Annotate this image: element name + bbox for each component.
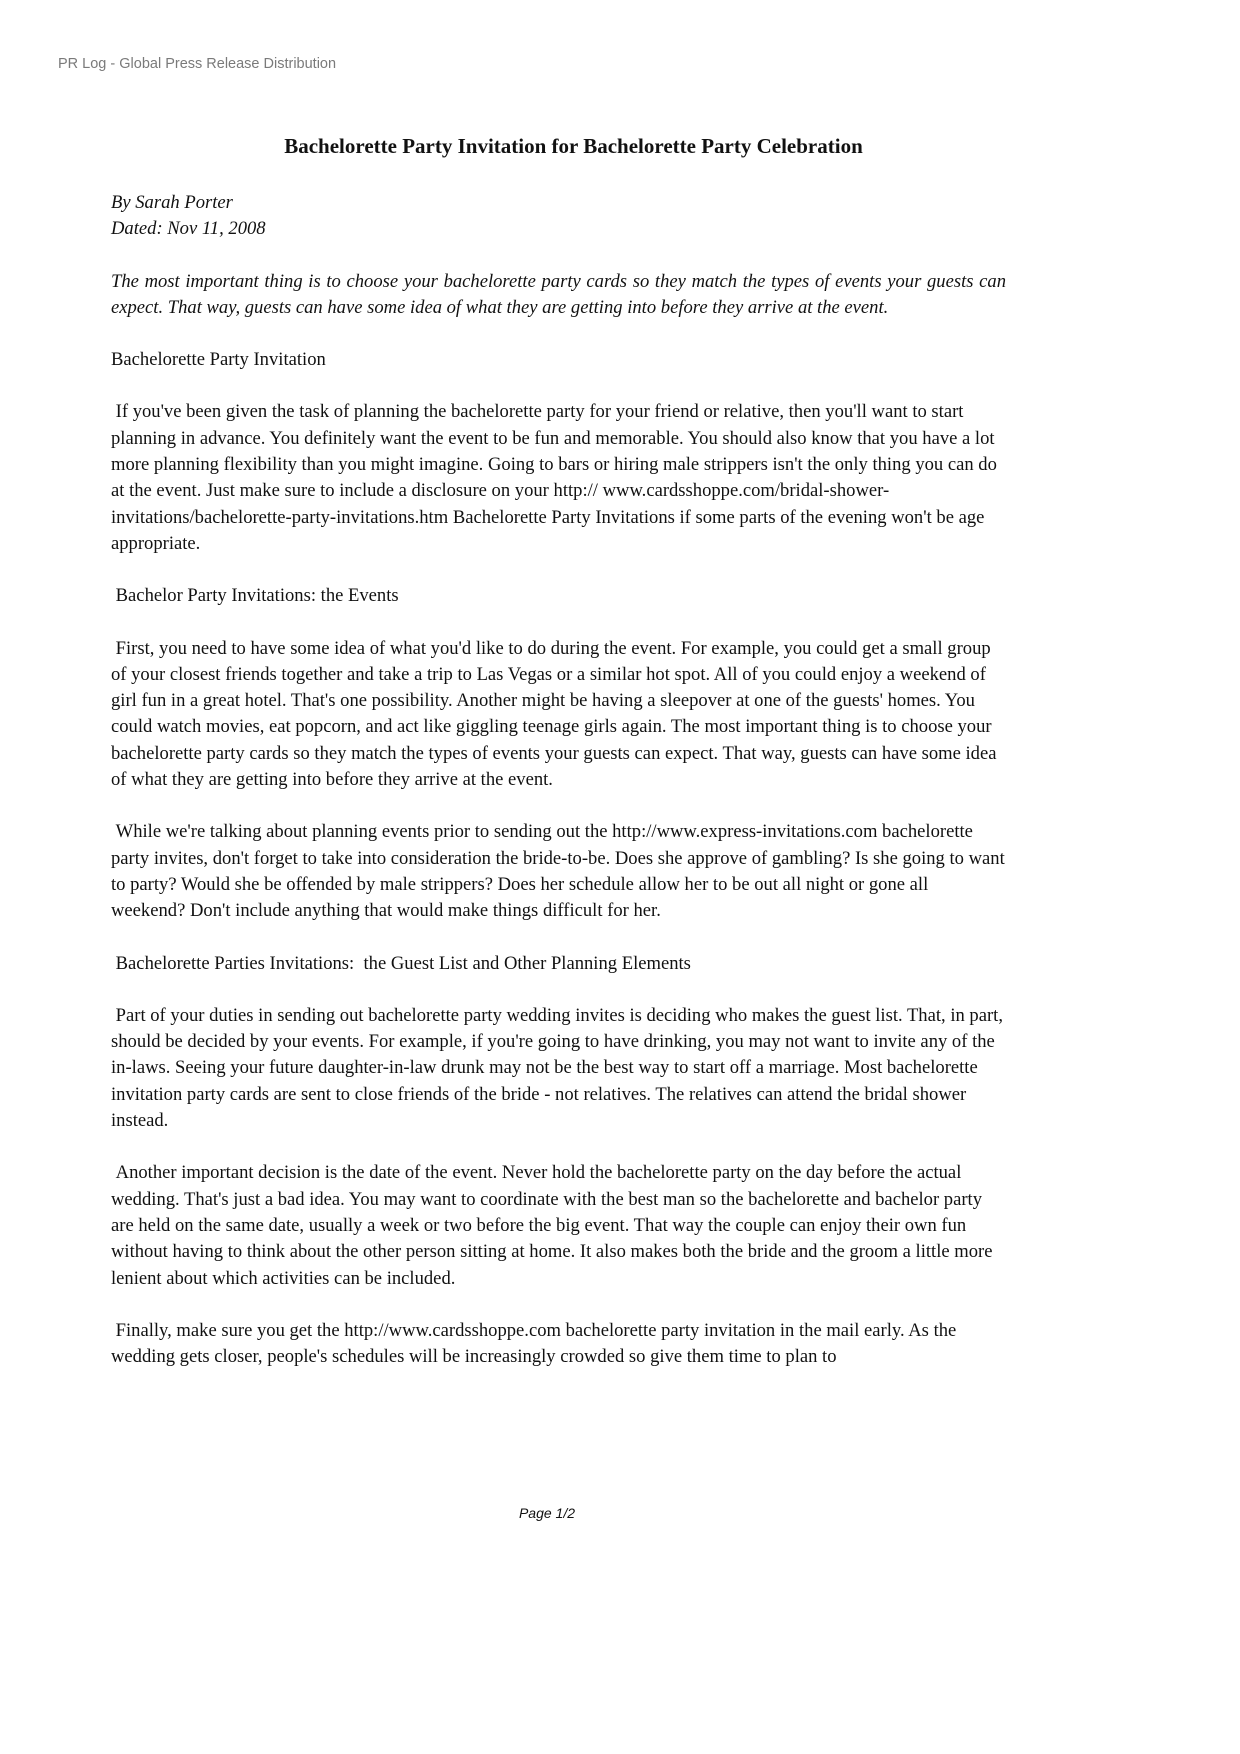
paragraph: Finally, make sure you get the http://www.cardsshoppe.com bachelorette party invitation in the mail early. As the wedding gets closer, people's schedules will be increasingly crowded so give them time to plan to: [111, 1319, 961, 1368]
byline: By Sarah Porter: [111, 192, 233, 213]
page-number: Page 1/2: [518, 1505, 576, 1521]
section-heading: Bachelor Party Invitations: the Events: [111, 585, 399, 607]
article-title: Bachelorette Party Invitation for Bachelorette Party Celebration: [284, 134, 863, 158]
site-header: PR Log - Global Press Release Distribution: [58, 56, 337, 72]
paragraph: First, you need to have some idea of what you'd like to do during the event. For example, you could get a small group of your closest friends together and take a trip to Las Vegas or a similar hot spot. All of you could enjoy a weekend of girl fun in a great hotel. That's one possibility. Another might be having a sleepover at one of the guests' homes. You could watch movies, eat popcorn, and act like giggling teenage girls again. The most important thing is to choose your bachelorette party cards so they match the types of events your guests can expect. That way, guests can have some idea of what they are getting into before they arrive at the event.: [111, 637, 1002, 791]
date: Dated: Nov 11, 2008: [111, 218, 266, 240]
article: [111, 132, 1010, 1370]
paragraph: Another important decision is the date of the event. Never hold the bachelorette party on the day before the actual wedding. That's just a bad idea. You may want to coordinate with the best man so the bachelorette and bachelor party are held on the same date, usually a week or two before the big event. That way the couple can enjoy their own fun without having to think about the other person sitting at home. It also makes both the bride and the groom a little more lenient about which activities can be included.: [111, 1162, 998, 1289]
section-heading: Bachelorette Party Invitation: [111, 349, 326, 371]
section-heading: Bachelorette Parties Invitations: the Guest List and Other Planning Elements: [111, 952, 691, 974]
abstract: The most important thing is to choose your bachelorette party cards so they match the types of events your guests can expect. That way, guests can have some idea of what they are getting into before they arrive at the event.: [111, 270, 1006, 318]
paragraph: Part of your duties in sending out bachelorette party wedding invites is deciding who makes the guest list. That, in part, should be decided by your events. For example, if you're going to have drinking, you may not want to invite any of the in-laws. Seeing your future daughter-in-law drunk may not be the best way to start off a marriage. Most bachelorette invitation party cards are sent to close friends of the bride - not relatives. The relatives can attend the bridal shower instead.: [111, 1004, 1008, 1132]
paragraph: While we're talking about planning events prior to sending out the http://www.express-invitations.com bachelorette party invites, don't forget to take into consideration the bride-to-be. Does she approve of gambling? Is she going to want to party? Would she be offended by male strippers? Does her schedule allow her to be out all night or gone all weekend? Don't include anything that would make things difficult for her.: [111, 821, 1010, 922]
paragraph: If you've been given the task of planning the bachelorette party for your friend or relative, then you'll want to start planning in advance. You definitely want the event to be fun and memorable. You should also know that you have a lot more planning flexibility than you might imagine. Going to bars or hiring male strippers isn't the only thing you can do at the event. Just make sure to include a disclosure on your http:// www.cardsshoppe.com/bridal-shower-invitations/bachelorette-party-invitations.htm Bachelorette Party Invitations if some parts of the evening won't be age appropriate.: [111, 401, 1002, 554]
